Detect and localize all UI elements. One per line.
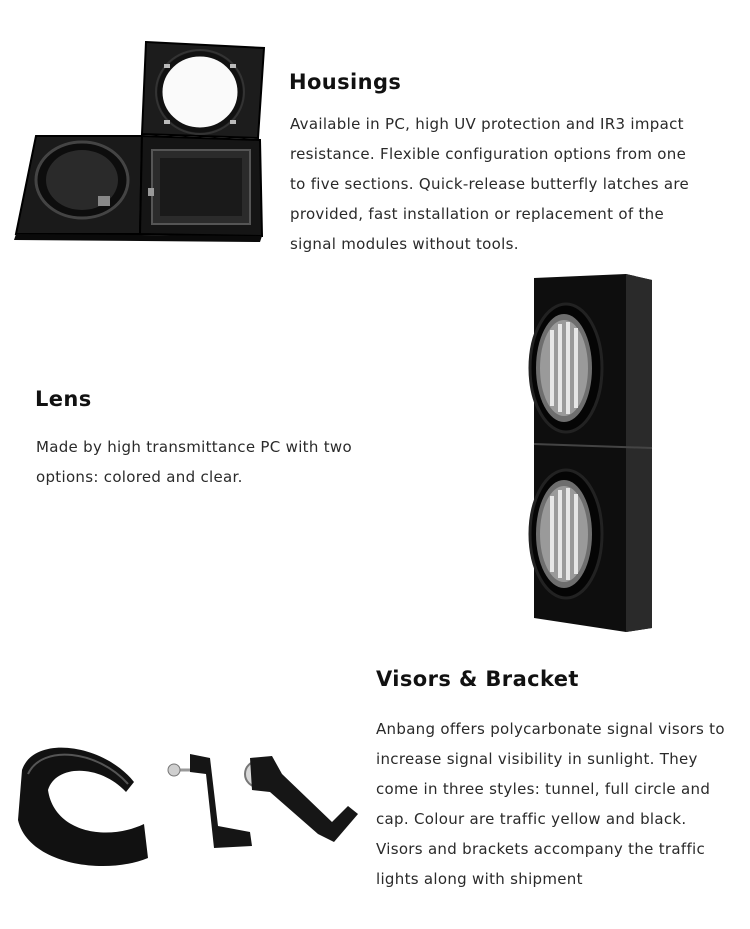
visors-description: [376, 714, 725, 894]
housings-description: [290, 109, 689, 259]
housings-line: to five sections. Quick-release butterfly latches are: [290, 175, 690, 193]
housing-image: [14, 38, 266, 244]
visors-line: come in three styles: tunnel, full circle and: [376, 780, 711, 798]
housings-line: resistance. Flexible configuration options from one: [290, 145, 687, 163]
lens-line: Made by high transmittance PC with two: [36, 438, 352, 456]
lens-heading: Lens: [35, 387, 92, 411]
traffic-light-image: [528, 272, 658, 634]
lens-line: options: colored and clear.: [36, 468, 243, 486]
lens-description: [36, 432, 352, 492]
housings-heading: Housings: [289, 70, 402, 94]
visors-line: cap. Colour are traffic yellow and black.: [376, 810, 687, 828]
visors-line: Anbang offers polycarbonate signal visors to: [376, 720, 725, 738]
visor-bracket-image: [14, 730, 360, 880]
housings-line: provided, fast installation or replacement of the: [290, 205, 664, 223]
visors-line: Visors and brackets accompany the traffic: [376, 840, 706, 858]
visors-heading: Visors & Bracket: [376, 667, 579, 691]
visors-line: increase signal visibility in sunlight. They: [376, 750, 698, 768]
visors-line: lights along with shipment: [376, 870, 583, 888]
housings-line: Available in PC, high UV protection and IR3 impact: [290, 115, 684, 133]
housings-line: signal modules without tools.: [290, 235, 519, 253]
